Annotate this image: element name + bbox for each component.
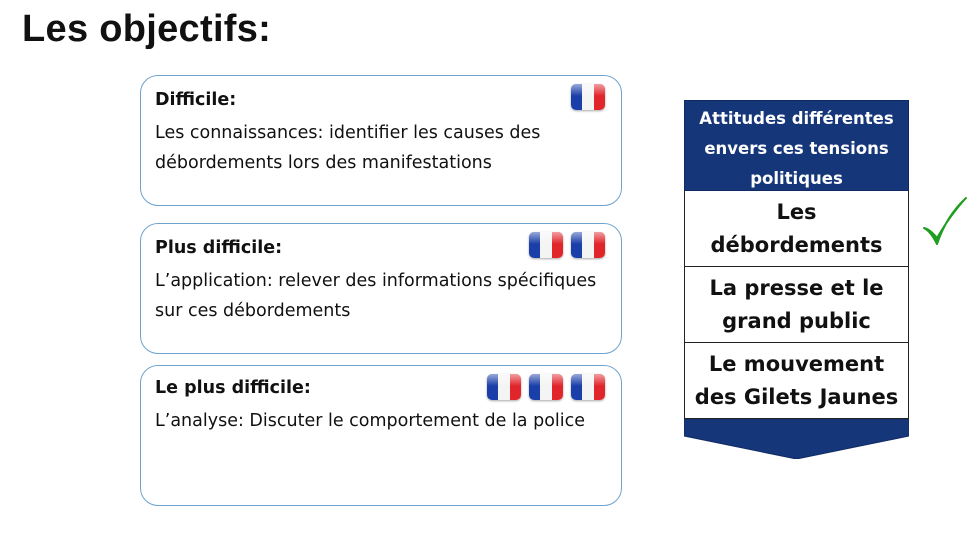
banner-item-presse: La presse et le grand public	[684, 267, 909, 343]
objective-heading: Difficile:	[155, 90, 237, 110]
france-flag-icon	[571, 374, 605, 400]
objective-text: L’application: relever des informations spécifiques sur ces débordements	[155, 271, 597, 321]
france-flag-icon	[571, 232, 605, 258]
difficulty-flags	[529, 232, 605, 258]
france-flag-icon	[529, 232, 563, 258]
france-flag-icon	[529, 374, 563, 400]
page-title: Les objectifs:	[22, 8, 272, 50]
attitudes-banner	[684, 100, 909, 459]
objective-heading: Plus difficile:	[155, 238, 283, 258]
objective-card-le-plus-difficile	[140, 365, 622, 506]
objective-text: Les connaissances: identifier les causes des débordements lors des manifestations	[155, 123, 541, 173]
objective-text: L’analyse: Discuter le comportement de la police	[155, 411, 586, 431]
objective-card-plus-difficile	[140, 223, 622, 354]
banner-item-debordements: Les débordements	[684, 191, 909, 267]
objective-card-difficile	[140, 75, 622, 206]
banner-header: Attitudes différentes envers ces tensions politiques	[684, 100, 909, 191]
difficulty-flags	[571, 84, 605, 110]
objective-heading: Le plus difficile:	[155, 378, 311, 398]
check-mark-icon	[922, 196, 968, 248]
france-flag-icon	[487, 374, 521, 400]
france-flag-icon	[571, 84, 605, 110]
banner-tail	[684, 419, 909, 459]
difficulty-flags	[487, 374, 605, 400]
banner-item-gilets-jaunes: Le mouvement des Gilets Jaunes	[684, 343, 909, 419]
